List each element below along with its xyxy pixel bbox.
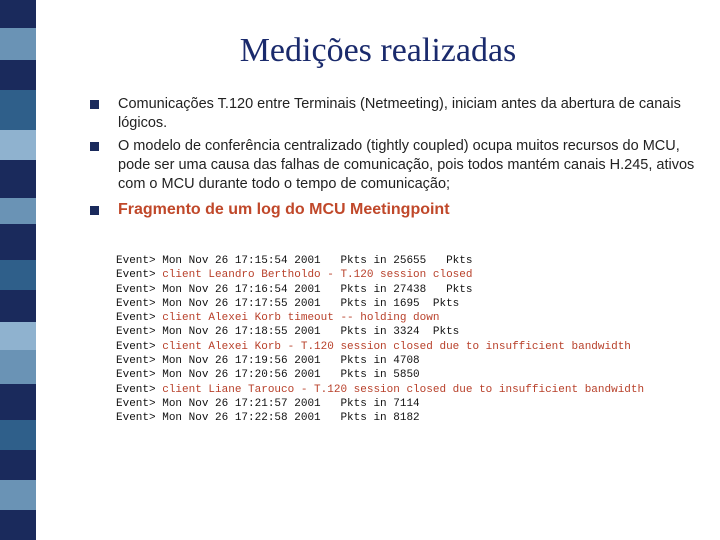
log-line — [116, 340, 644, 354]
log-message: client Leandro Bertholdo - T.120 session closed — [162, 269, 473, 282]
stripe-block — [0, 90, 36, 130]
stripe-block — [0, 60, 36, 90]
log-event-prefix: Event> — [116, 269, 163, 282]
bullet-marker — [90, 206, 99, 215]
log-event-prefix: Event> — [116, 412, 163, 425]
log-message: Mon Nov 26 17:15:54 2001 Pkts in 25655 Pkts — [162, 255, 473, 267]
stripe-block — [0, 450, 36, 480]
stripe-block — [0, 130, 36, 160]
log-event-prefix: Event> — [116, 312, 163, 325]
log-line — [116, 383, 644, 397]
log-event-prefix: Event> — [116, 283, 163, 296]
log-message: Mon Nov 26 17:21:57 2001 Pkts in 7114 — [162, 397, 420, 410]
log-line — [116, 368, 644, 382]
log-line — [116, 325, 644, 339]
log-event-prefix: Event> — [116, 297, 163, 310]
stripe-block — [0, 28, 36, 60]
mcu-log-fragment — [116, 254, 644, 426]
log-message: client Alexei Korb - T.120 session closed due to insufficient bandwidth — [162, 340, 631, 353]
stripe-block — [0, 480, 36, 510]
log-line — [116, 268, 644, 282]
log-line — [116, 397, 644, 411]
log-line — [116, 283, 644, 297]
log-line — [116, 311, 644, 325]
log-message: Mon Nov 26 17:20:56 2001 Pkts in 5850 — [162, 369, 420, 382]
stripe-block — [0, 198, 36, 224]
log-event-prefix: Event> — [116, 340, 163, 353]
bullet-text-highlight: Fragmento de um log do MCU Meetingpoint — [118, 201, 450, 218]
log-event-prefix: Event> — [116, 355, 163, 368]
bullet-text: Comunicações T.120 entre Terminais (Netmeeting), iniciam antes da abertura de canais lógicos. — [118, 96, 681, 131]
decorative-side-stripe — [0, 0, 36, 540]
stripe-block — [0, 224, 36, 260]
log-event-prefix: Event> — [116, 383, 163, 396]
stripe-block — [0, 384, 36, 420]
stripe-block — [0, 0, 36, 28]
log-message: Mon Nov 26 17:22:58 2001 Pkts in 8182 — [162, 412, 420, 425]
stripe-block — [0, 510, 36, 540]
log-line — [116, 297, 644, 311]
log-message: Mon Nov 26 17:19:56 2001 Pkts in 4708 — [162, 355, 420, 368]
stripe-block — [0, 350, 36, 384]
bullet-marker — [90, 142, 99, 151]
log-event-prefix: Event> — [116, 397, 163, 410]
bullet-marker — [90, 100, 99, 109]
log-event-prefix: Event> — [116, 369, 163, 382]
log-message: client Liane Tarouco - T.120 session closed due to insufficient bandwidth — [162, 383, 645, 396]
stripe-block — [0, 160, 36, 198]
stripe-block — [0, 322, 36, 350]
log-line — [116, 411, 644, 425]
log-event-prefix: Event> — [116, 255, 163, 267]
stripe-block — [0, 420, 36, 450]
stripe-block — [0, 290, 36, 322]
log-event-prefix: Event> — [116, 326, 163, 339]
log-line — [116, 354, 644, 368]
log-message: Mon Nov 26 17:16:54 2001 Pkts in 27438 Pkts — [162, 283, 473, 296]
bullet-text: O modelo de conferência centralizado (tightly coupled) ocupa muitos recursos do MCU, pode ser uma causa das falhas de comunicação, pois todos mantém canais H.245, ativos com o MCU durante todo o tempo de comunicação; — [118, 138, 695, 192]
slide-title: Medições realizadas — [239, 32, 517, 69]
log-message: Mon Nov 26 17:17:55 2001 Pkts in 1695 Pkts — [162, 297, 460, 310]
log-message: client Alexei Korb timeout -- holding down — [162, 312, 440, 325]
stripe-block — [0, 260, 36, 290]
log-message: Mon Nov 26 17:18:55 2001 Pkts in 3324 Pkts — [162, 326, 460, 339]
log-line — [116, 254, 644, 268]
